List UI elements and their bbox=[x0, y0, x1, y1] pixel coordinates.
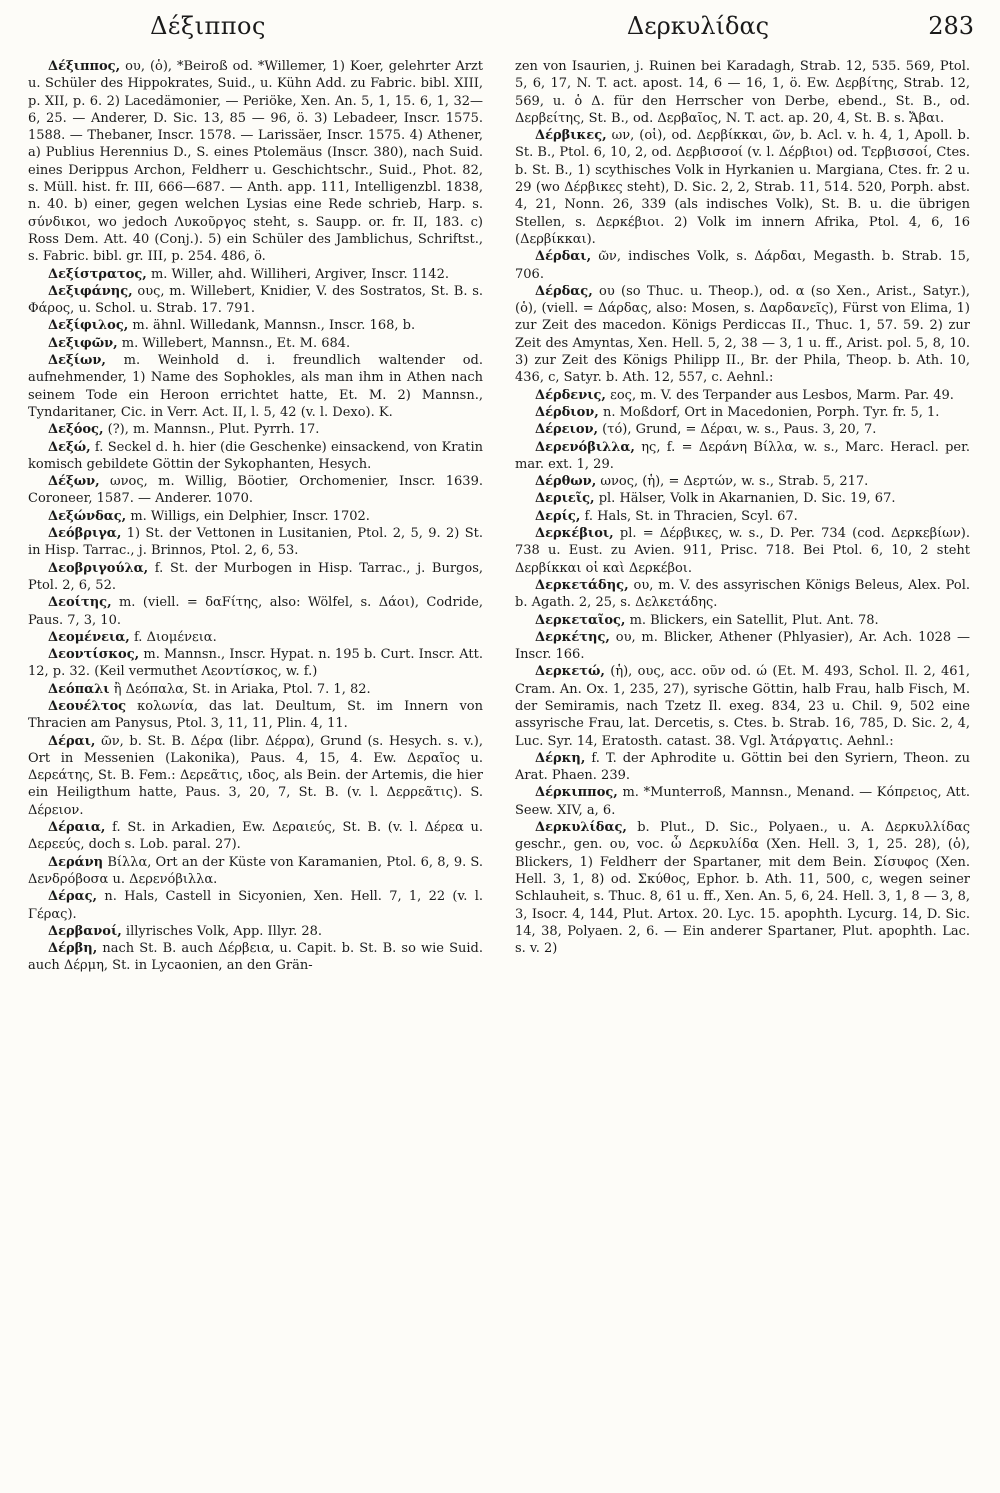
entry-text: f. Hals, St. in Thracien, Scyl. 67. bbox=[580, 508, 798, 524]
entry-text: (ἡ), ους, acc. οῦν od. ώ (Et. M. 493, Schol. Il. 2, 461, Cram. An. Ox. 1, 235, 27), syrische Göttin, halb Frau, halb Fisch, M. der Semiramis, nach Tzetz Il. exeg. 834, 23 u. Chil. 9, 502 eine assyrische Frau, lat. Dercetis, s. Ctes. b. Strab. 16, 785, D. Sic. 2, 4, Luc. Syr. 14, Eratosth. catast. 38. Vgl. Ἀτάργατις. Aehnl.: bbox=[515, 664, 970, 749]
entry-headword: Δεόπαλι bbox=[48, 681, 110, 697]
entry-headword: Δερκέτης, bbox=[535, 629, 610, 645]
entry-text: pl. Hälser, Volk in Akarnanien, D. Sic. 19, 67. bbox=[594, 491, 896, 507]
dictionary-entry bbox=[515, 577, 970, 612]
entry-headword: Δεξώ, bbox=[48, 439, 91, 455]
entry-headword: Δέξων, bbox=[48, 474, 100, 490]
entry-text: m. Willigs, ein Delphier, Inscr. 1702. bbox=[126, 508, 370, 524]
dictionary-entry bbox=[28, 421, 483, 438]
entry-text: nach St. B. auch Δέρβεια, u. Capit. b. St. B. so wie Suid. auch Δέρμη, St. in Lycaonien, an den Grän- bbox=[28, 941, 483, 974]
entry-headword: Δεξίφιλος, bbox=[48, 318, 129, 334]
dictionary-page bbox=[28, 8, 976, 1478]
entry-headword: Δεουέλτος bbox=[48, 698, 127, 714]
entry-headword: Δερβανοί, bbox=[48, 923, 122, 939]
entry-headword: Δέρδενις, bbox=[535, 387, 606, 403]
entry-headword: Δερκετώ, bbox=[535, 664, 605, 680]
entry-text: ῶν, indisches Volk, s. Δάρδαι, Megasth. b. Strab. 15, 706. bbox=[515, 249, 970, 282]
entry-headword: Δερίς, bbox=[535, 508, 581, 524]
dictionary-entry bbox=[28, 698, 483, 733]
entry-text: zen von Isaurien, j. Ruinen bei Karadagh, Strab. 12, 535. 569, Ptol. 5, 6, 17, N. T. act. apost. 14, 6 — 16, 1, ö. Ew. Δερβίτης, Strab. 12, 569, u. ὁ Δ. für den Herrscher von Derbe, ebend., St. B., od. Δερβείτης, St. B., od. Δερβαῖος, N. T. act. ap. 20, 4, St. B. s. Ἄβαι. bbox=[515, 59, 970, 126]
dictionary-entry bbox=[28, 317, 483, 334]
entry-headword: Δερκυλίδας, bbox=[535, 820, 627, 836]
entry-headword: Δεξιφάνης, bbox=[48, 283, 133, 299]
dictionary-entry bbox=[515, 784, 970, 819]
dictionary-entry bbox=[28, 560, 483, 595]
dictionary-entry bbox=[515, 508, 970, 525]
entry-text: ους, m. Willebert, Knidier, V. des Sostratos, St. B. s. Φάρος, u. Schol. u. Strab. 17. 791. bbox=[28, 283, 483, 317]
dictionary-entry bbox=[28, 352, 483, 421]
entry-text: ῶν, b. St. B. Δέρα (libr. Δέρρα), Grund (s. Hesych. s. v.), Ort in Messenien (Lakonika), Paus. 4, 15, 4. Ew. Δεραῖος u. Δερεάτης, St. B. Fem.: Δερεᾶτις, ιδος, als Bein. der Artemis, die hier ein Heiligthum hatte, Paus. 3, 20, 7, St. B. (v. l. Δερρεᾶτις). S. Δέρειον. bbox=[28, 733, 483, 818]
entry-headword: Δεριεῖς, bbox=[535, 491, 595, 507]
entry-headword: Δέξιππος, bbox=[48, 59, 121, 74]
entry-headword: Δέρβη, bbox=[48, 941, 98, 957]
dictionary-entry bbox=[28, 525, 483, 560]
dictionary-entry bbox=[515, 750, 970, 785]
entry-text: n. Hals, Castell in Sicyonien, Xen. Hell. 7, 1, 22 (v. l. Γέρας). bbox=[28, 889, 483, 922]
dictionary-entry bbox=[28, 733, 483, 819]
dictionary-entry bbox=[28, 473, 483, 508]
dictionary-entry bbox=[28, 508, 483, 525]
dictionary-entry bbox=[515, 248, 970, 283]
entry-headword: Δέρθων, bbox=[535, 474, 597, 490]
entry-headword: Δεόβριγα, bbox=[48, 526, 122, 542]
entry-headword: Δερκέβιοι, bbox=[535, 526, 614, 542]
entry-headword: Δέραια, bbox=[48, 820, 106, 836]
entry-text: m. ähnl. Willedank, Mannsn., Inscr. 168, b. bbox=[128, 318, 416, 334]
entry-headword: Δεοίτης, bbox=[48, 595, 112, 611]
entry-text: ης, f. = Δεράνη Βίλλα, w. s., Marc. Heracl. per. mar. ext. 1, 29. bbox=[515, 439, 970, 472]
entry-headword: Δεομένεια, bbox=[48, 629, 130, 645]
dictionary-entry bbox=[28, 58, 483, 266]
entry-headword: Δερκεταῖος, bbox=[535, 612, 626, 628]
dictionary-entry bbox=[28, 646, 483, 681]
entry-text: f. T. der Aphrodite u. Göttin bei den Syriern, Theon. zu Arat. Phaen. 239. bbox=[515, 750, 970, 784]
dictionary-entry bbox=[515, 629, 970, 664]
entry-text: (τό), Grund, = Δέραι, w. s., Paus. 3, 20, 7. bbox=[598, 422, 877, 438]
entry-text: m. Weinhold d. i. freundlich waltender od. aufnehmender, 1) Name des Sophokles, als man ihm in Athen nach seinem Tode ein Heroon errichtet hatte, Et. M. 2) Mannsn., Tyndaritaner, Cic. in Verr. Act. II, l. 5, 42 (v. l. Dexo). K. bbox=[28, 353, 483, 420]
entry-headword: Δέρδας, bbox=[535, 283, 593, 299]
entry-text: illyrisches Volk, App. Illyr. 28. bbox=[121, 923, 323, 939]
entry-text: f. St. in Arkadien, Ew. Δεραιεύς, St. B. (v. l. Δέρεα u. Δερεεύς, doch s. Lob. paral. 27). bbox=[28, 820, 483, 853]
entry-text: ου, m. V. des assyrischen Königs Beleus, Alex. Pol. b. Agath. 2, 25, s. Δελκετάδης. bbox=[515, 577, 970, 611]
entry-headword: Δεξιφῶν, bbox=[48, 335, 118, 351]
entry-text: m. Willebert, Mannsn., Et. M. 684. bbox=[117, 335, 351, 351]
entry-headword: Δέρδιον, bbox=[535, 404, 599, 420]
entry-text: b. Plut., D. Sic., Polyaen., u. A. Δερκυλλίδας geschr., gen. ου, voc. ὦ Δερκυλίδα (Xen. Hell. 3, 1, 25. 28), (ὁ), Blickers, 1) Feldherr der Spartaner, mit dem Bein. Σίσυφος (Xen. Hell. 3, 1, 8) od. Σκύθος, Ephor. b. Ath. 11, 500, c, wegen seiner Schlauheit, s. Thuc. 8, 61 u. ff., Xen. An. 5, 6, 24. Hell. 3, 1, 8 — 3, 8, 3, Isocr. 4, 144, Plut. Artox. 20. Lyc. 15. apophth. Lycurg. 14, D. Sic. 14, 38, Polyaen. 2, 6. — Ein anderer Spartaner, Plut. apophth. Lac. s. v. 2) bbox=[515, 820, 970, 957]
entry-text: f. Διομένεια. bbox=[129, 629, 217, 645]
entry-text: (?), m. Mannsn., Plut. Pyrrh. 17. bbox=[103, 422, 320, 438]
entry-text: Βίλλα, Ort an der Küste von Karamanien, Ptol. 6, 8, 9. S. Δενδρόβοσα u. Δερενόβιλλα. bbox=[28, 854, 483, 887]
dictionary-entry bbox=[515, 404, 970, 421]
entry-text: m. Willer, ahd. Williheri, Argiver, Inscr. 1142. bbox=[146, 266, 449, 282]
entry-text: εος, m. V. des Terpander aus Lesbos, Marm. Par. 49. bbox=[605, 387, 954, 403]
entry-headword: Δεοβριγούλα, bbox=[48, 560, 149, 576]
entry-text: ωνος, m. Willig, Böotier, Orchomenier, Inscr. 1639. Coroneer, 1587. — Anderer. 1070. bbox=[28, 474, 483, 507]
entry-text: m. *Munterroß, Mannsn., Menand. — Κόπρειος, Att. Seew. XIV, a, 6. bbox=[515, 785, 970, 818]
dictionary-entry bbox=[28, 681, 483, 698]
right-running-head: Δερκυλίδας bbox=[626, 12, 770, 40]
dictionary-entry bbox=[28, 923, 483, 940]
dictionary-entry bbox=[28, 335, 483, 352]
dictionary-entry bbox=[28, 940, 483, 975]
page-number: 283 bbox=[928, 12, 974, 40]
entry-headword: Δεξώνδας, bbox=[48, 508, 127, 524]
dictionary-entry bbox=[515, 473, 970, 490]
dictionary-entry bbox=[28, 266, 483, 283]
entry-text: 1) St. der Vettonen in Lusitanien, Ptol. 2, 5, 9. 2) St. in Hisp. Tarrac., j. Brinnos, Ptol. 2, 6, 53. bbox=[28, 526, 483, 559]
entry-headword: Δεξόος, bbox=[48, 422, 104, 438]
dictionary-entry bbox=[515, 127, 970, 248]
entry-headword: Δέρειον, bbox=[535, 422, 599, 438]
entry-headword: Δέρδαι, bbox=[535, 249, 592, 265]
entry-headword: Δερκετάδης, bbox=[535, 577, 629, 593]
entry-headword: Δεξίστρατος, bbox=[48, 266, 147, 282]
text-columns bbox=[28, 58, 976, 1478]
entry-text: m. Mannsn., Inscr. Hypat. n. 195 b. Curt. Inscr. Att. 12, p. 32. (Keil vermuthet Λεοντίσκος, w. f.) bbox=[28, 647, 483, 680]
right-column bbox=[515, 58, 970, 957]
dictionary-entry bbox=[28, 888, 483, 923]
entry-headword: Δερενόβιλλα, bbox=[535, 439, 635, 455]
dictionary-entry bbox=[28, 283, 483, 318]
dictionary-entry bbox=[515, 663, 970, 749]
entry-headword: Δέρβικες, bbox=[535, 128, 607, 144]
dictionary-entry bbox=[28, 594, 483, 629]
dictionary-entry bbox=[28, 629, 483, 646]
entry-text: ἢ Δεόπαλα, St. in Ariaka, Ptol. 7. 1, 82. bbox=[109, 681, 371, 697]
entry-text: ωνος, (ἡ), = Δερτών, w. s., Strab. 5, 217. bbox=[596, 474, 869, 490]
dictionary-entry bbox=[515, 283, 970, 387]
entry-text: f. Seckel d. h. hier (die Geschenke) einsackend, von Kratin komisch gebildete Göttin der Sykophanten, Hesych. bbox=[28, 439, 483, 472]
dictionary-entry bbox=[28, 854, 483, 889]
entry-text: ου, m. Blicker, Athener (Phlyasier), Ar. Ach. 1028 — Inscr. 166. bbox=[515, 629, 970, 663]
dictionary-entry bbox=[515, 612, 970, 629]
dictionary-entry bbox=[515, 439, 970, 474]
dictionary-entry bbox=[515, 387, 970, 404]
entry-text: ου (so Thuc. u. Theop.), od. α (so Xen., Arist., Satyr.), (ὁ), (viell. = Δάρδας, also: Mosen, s. Δαρδανεῖς), Fürst von Elima, 1) zur Zeit des macedon. Königs Perdiccas II., Thuc. 1, 57. 59. 2) zur Zeit des Amyntas, Xen. Hell. 5, 2, 38 — 3, 1 u. ff., Arist. pol. 5, 8, 10. 3) zur Zeit des Königs Philipp II., Br. der Phila, Theop. b. Ath. 10, 436, c, Satyr. b. Ath. 12, 557, c. Aehnl.: bbox=[515, 283, 970, 386]
dictionary-entry bbox=[515, 819, 970, 957]
left-column bbox=[28, 58, 483, 975]
dictionary-entry bbox=[515, 525, 970, 577]
dictionary-entry bbox=[515, 421, 970, 438]
entry-text: m. (viell. = δαFίτης, also: Wölfel, s. Δάοι), Codride, Paus. 7, 3, 10. bbox=[28, 595, 483, 628]
entry-text: f. St. der Murbogen in Hisp. Tarrac., j. Burgos, Ptol. 2, 6, 52. bbox=[28, 560, 483, 593]
left-running-head: Δέξιππος bbox=[150, 12, 266, 40]
entry-text: ων, (οἱ), od. Δερβίκκαι, ῶν, b. Acl. v. h. 4, 1, Apoll. b. St. B., Ptol. 6, 10, 2, od. Δερβισσοί (v. l. Δέρβιοι) od. Τερβισσοί, Ctes. b. St. B., 1) scythisches Volk in Hyrkanien u. Margiana, Ctes. fr. 2 u. 29 (wo Δέρβικες steht), D. Sic. 2, 2, Strab. 11, 514. 520, Porph. abst. 4, 21, Nonn. 26, 339 (als indisches Volk), St. B. u. die übrigen Stellen, s. Δερκέβιοι. 2) Volk im innern Afrika, Ptol. 4, 6, 16 (Δερβίκκαι). bbox=[515, 128, 970, 247]
dictionary-entry bbox=[28, 819, 483, 854]
entry-text: n. Moßdorf, Ort in Macedonien, Porph. Tyr. fr. 5, 1. bbox=[598, 404, 940, 420]
entry-text: κολωνία, das lat. Deultum, St. im Innern von Thracien am Panysus, Ptol. 3, 11, 11, Plin. 4, 11. bbox=[28, 698, 483, 732]
entry-text: ου, (ὁ), *Beiroß od. *Willemer, 1) Koer, gelehrter Arzt u. Schüler des Hippokrates, Suid., u. Kühn Add. zu Fabric. bibl. XIII, p. XII, p. 6. 2) Lacedämonier, — Periöke, Xen. An. 5, 1, 15. 6, 1, 32— 6, 25. — Anderer, D. Sic. 13, 85 — 96, ö. 3) Lebadeer, Inscr. 1575. 1588. — Thebaner, Inscr. 1578. — Larissäer, Inscr. 1575. 4) Athener, a) Publius Herennius D., S. eines Ptolemäus (Inscr. 380), nach Suid. eines Derippus Archon, Feldherr u. Geschichtschr., Suid., Phot. 82, s. Müll. hist. fr. III, 666—687. — Anth. app. 111, Intelligenzbl. 1838, n. 40. b) einer, gegen welchen Lysias eine Rede schrieb, Harp. s. σύνδικοι, wo jedoch Λυκοῦργος steht, s. Saupp. or. fr. II, 183. c) Ross Dem. Att. 40 (Conj.). 5) ein Schüler des Jamblichus, Schriftst., s. Fabric. bibl. gr. III, p. 254. 486, ö. bbox=[28, 59, 483, 265]
entry-headword: Δέρκη, bbox=[535, 750, 586, 766]
entry-headword: Δεράνη bbox=[48, 854, 104, 870]
entry-headword: Δεοντίσκος, bbox=[48, 647, 140, 663]
entry-text: m. Blickers, ein Satellit, Plut. Ant. 78. bbox=[625, 612, 879, 628]
entry-text: pl. = Δέρβικες, w. s., D. Per. 734 (cod. Δερκεβίων). 738 u. Eust. zu Avien. 911, Prisc. 718. Bei Ptol. 6, 10, 2 steht Δερβίκκαι οἱ καὶ Δερκέβοι. bbox=[515, 526, 970, 576]
dictionary-entry bbox=[515, 58, 970, 127]
entry-headword: Δέραι, bbox=[48, 733, 96, 749]
dictionary-entry bbox=[28, 439, 483, 474]
dictionary-entry bbox=[515, 490, 970, 507]
entry-headword: Δέρκιππος, bbox=[535, 785, 618, 801]
entry-headword: Δέρας, bbox=[48, 889, 98, 905]
entry-headword: Δεξίων, bbox=[48, 353, 106, 369]
page-header bbox=[28, 8, 976, 44]
